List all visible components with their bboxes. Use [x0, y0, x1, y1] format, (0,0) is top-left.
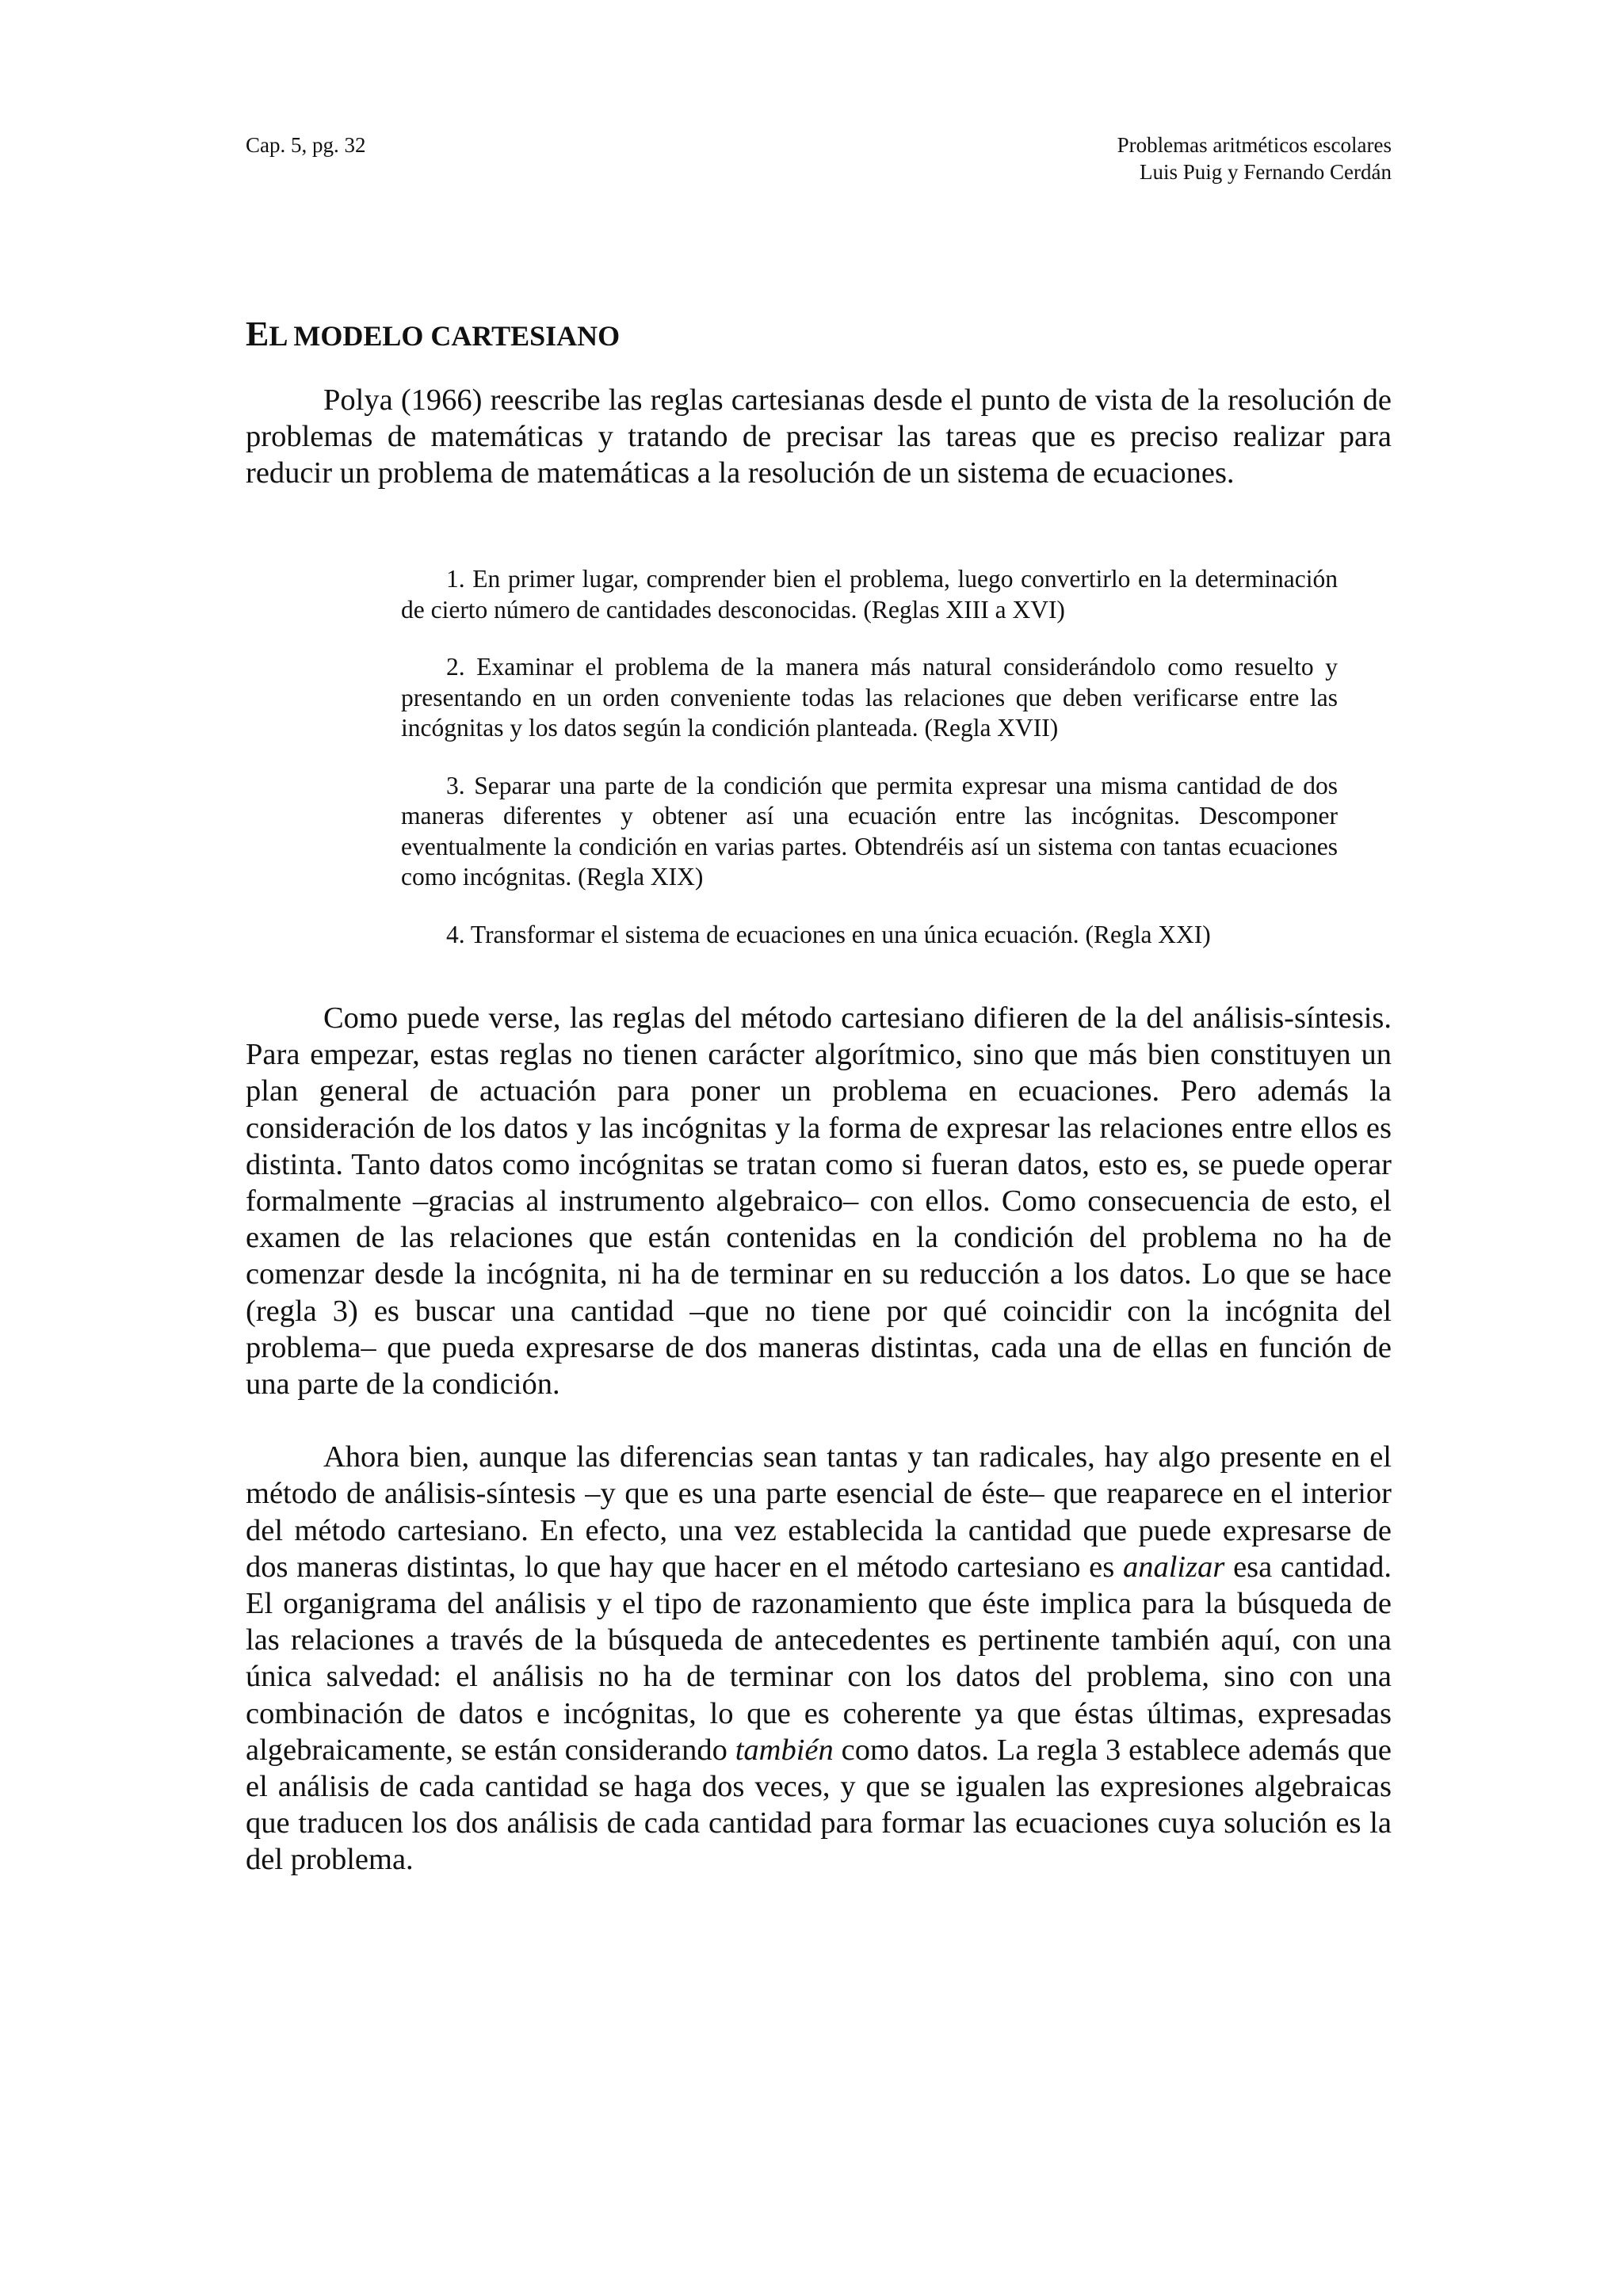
para3-text-2: esa cantidad. El organigrama del análisis y el tipo de razonamiento que éste implica para la búsqueda de las relaciones a través de la búsqueda de antecedentes es pertinente también aquí, con una única salvedad: el análisis no ha de terminar con los datos del problema, sino con una combinación de datos e incógnitas, lo que es coherente ya que éstas últimas, expresadas algebraicamente, se están considerando [246, 1550, 1392, 1767]
section-title-rest: L MODELO CARTESIANO [269, 320, 621, 352]
intro-paragraph: Polya (1966) reescribe las reglas cartesianas desde el punto de vista de la resolución de problemas de matemáticas y tratando de precisar las tareas que es preciso realizar para reducir un problema de matemáticas a la resolución de un sistema de ecuaciones. [246, 383, 1392, 490]
para3-text-1: Ahora bien, aunque las diferencias sean tantas y tan radicales, hay algo presente en el método de análisis-síntesis –y que es una parte esencial de éste– que reaparece en el interior del método cartesiano. En efecto, una vez establecida la cantidad que puede expresarse de dos maneras distintas, lo que hay que hacer en el método cartesiano es [246, 1440, 1392, 1584]
rule-item-3: 3. Separar una parte de la condición que permita expresar una misma cantidad de dos maneras diferentes y obtener así una ecuación entre las incógnitas. Descomponer eventualmente la condición en varias partes. Obtendréis así un sistema con tantas ecuaciones como incógnitas. (Regla XIX) [401, 771, 1338, 891]
page-header-book [1117, 132, 1392, 185]
body-block [246, 1000, 1392, 1915]
rules-quote-block [401, 564, 1338, 977]
intro-block [246, 382, 1392, 528]
rule-item-4: 4. Transformar el sistema de ecuaciones en una única ecuación. (Regla XXI) [446, 920, 1211, 948]
rule-item-1: 1. En primer lugar, comprender bien el problema, luego convertirlo en la determinación de cierto número de cantidades desconocidas. (Reglas XIII a XVI) [401, 565, 1338, 624]
para3-italic-analizar: analizar [1122, 1550, 1225, 1584]
page-header-chapter: Cap. 5, pg. 32 [246, 133, 366, 157]
body-paragraph-2: Como puede verse, las reglas del método cartesiano difieren de la del análisis-síntesis. Para empezar, estas reglas no tienen carácter algorítmico, sino que más bien constituyen un plan general de actuación para poner un problema en ecuaciones. Pero además la consideración de los datos y las incógnitas y la forma de expresar las relaciones entre ellos es distinta. Tanto datos como incógnitas se tratan como si fueran datos, esto es, se puede operar formalmente –gracias al instrumento algebraico– con ellos. Como consecuencia de esto, el examen de las relaciones que están contenidas en la condición del problema no ha de comenzar desde la incógnita, ni ha de terminar en su reducción a los datos. Lo que se hace (regla 3) es buscar una cantidad –que no tiene por qué coincidir con la incógnita del problema– que pueda expresarse de dos maneras distintas, cada una de ellas en función de una parte de la condición. [246, 1001, 1392, 1402]
section-title [246, 317, 620, 353]
header-book-title: Problemas aritméticos escolares [1117, 133, 1392, 157]
para3-text-3: como datos. La regla 3 establece además que el análisis de cada cantidad se haga dos veces, y que se igualen las expresiones algebraicas que traducen los dos análisis de cada cantidad para formar las ecuaciones cuya solución es la del problema. [246, 1733, 1392, 1877]
body-paragraph-3 [246, 1439, 1392, 1878]
section-title-initial: E [246, 315, 269, 353]
header-authors: Luis Puig y Fernando Cerdán [1140, 160, 1392, 184]
para3-italic-tambien: también [735, 1733, 834, 1767]
rule-item-2: 2. Examinar el problema de la manera más natural considerándolo como resuelto y presentando en un orden conveniente todas las relaciones que deben verificarse entre las incógnitas y los datos según la condición planteada. (Regla XVII) [401, 653, 1338, 742]
